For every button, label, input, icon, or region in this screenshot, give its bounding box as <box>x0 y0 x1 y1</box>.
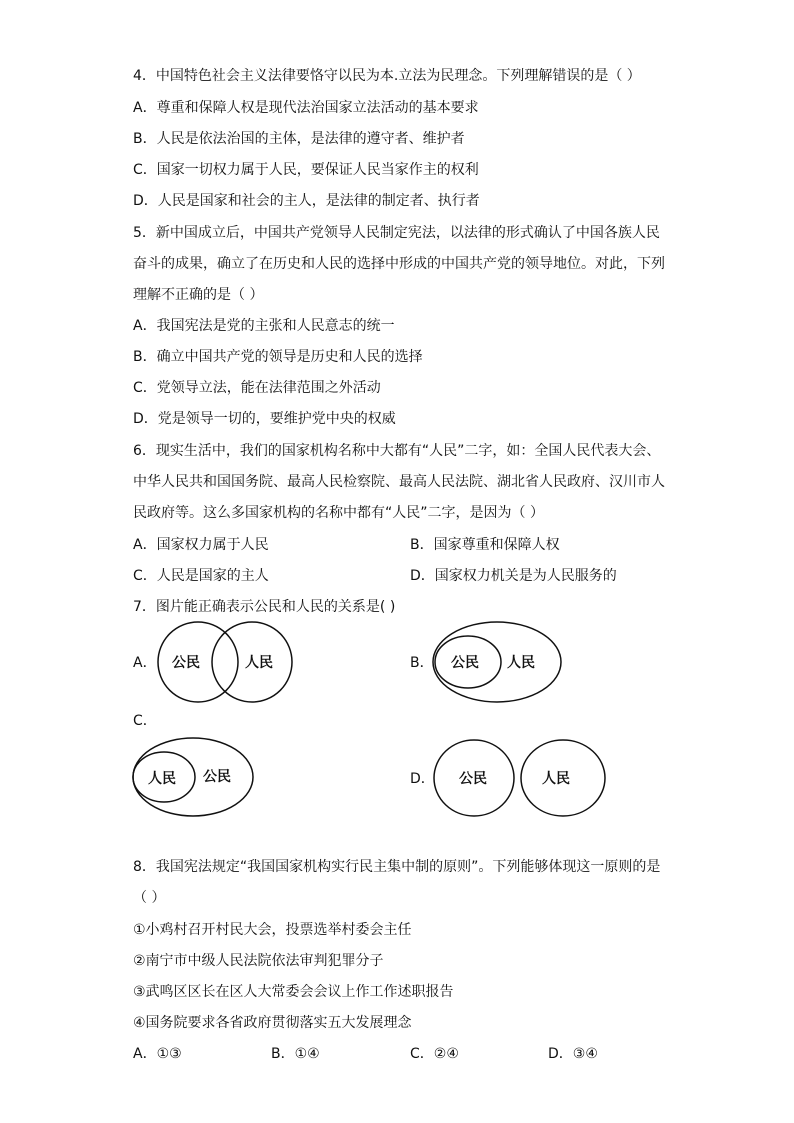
q7-option-b-label: B． <box>410 655 434 671</box>
q8-item-2: ②南宁市中级人民法院依法审判犯罪分子 <box>133 953 384 969</box>
q7-stem: 7．图片能正确表示公民和人民的关系是( ) <box>133 599 396 615</box>
q6-option-b: B．国家尊重和保障人权 <box>410 537 560 553</box>
q7-option-c-label: C． <box>133 713 157 729</box>
citizen-text: 公民 <box>172 655 200 671</box>
q8-option-a: A．①③ <box>133 1046 182 1062</box>
people-text: 人民 <box>245 655 273 671</box>
q7-option-a-label: A． <box>133 655 157 671</box>
q4-option-d: D．人民是国家和社会的主人，是法律的制定者、执行者 <box>133 193 480 209</box>
q7-diagram-c <box>131 736 257 818</box>
q5-stem-line1: 5．新中国成立后，中国共产党领导人民制定宪法，以法律的形式确认了中国各族人民 <box>133 225 660 241</box>
people-text: 人民 <box>542 771 570 787</box>
q8-stem-line1: 8．我国宪法规定“我国国家机构实行民主集中制的原则”。下列能够体现这一原则的是 <box>133 859 661 875</box>
q8-option-b: B．①④ <box>271 1046 320 1062</box>
q8-item-3: ③武鸣区区长在区人大常委会会议上作工作述职报告 <box>133 984 454 1000</box>
q4-option-c: C．国家一切权力属于人民，要保证人民当家作主的权利 <box>133 162 479 178</box>
q7-option-d-label: D． <box>410 771 435 787</box>
q4-option-b: B．人民是依法治国的主体，是法律的遵守者、维护者 <box>133 131 465 147</box>
q8-option-c: C．②④ <box>410 1046 459 1062</box>
q8-option-d: D．③④ <box>548 1046 598 1062</box>
q5-option-b: B．确立中国共产党的领导是历史和人民的选择 <box>133 349 423 365</box>
citizen-text: 公民 <box>203 769 231 785</box>
people-text: 人民 <box>148 771 176 787</box>
q7-diagram-b <box>430 620 565 704</box>
q6-option-c: C．人民是国家的主人 <box>133 568 269 584</box>
q8-stem-line2: （ ） <box>133 890 166 906</box>
q7-diagram-a <box>150 620 310 704</box>
q6-option-d: D．国家权力机关是为人民服务的 <box>410 568 617 584</box>
q7-diagram-d <box>432 738 608 818</box>
q6-option-a: A．国家权力属于人民 <box>133 537 269 553</box>
q8-item-1: ①小鸡村召开村民大会，投票选举村委会主任 <box>133 922 412 938</box>
q5-stem-line3: 理解不正确的是（ ） <box>133 287 264 303</box>
q4-option-a: A．尊重和保障人权是现代法治国家立法活动的基本要求 <box>133 100 479 116</box>
q6-stem-line2: 中华人民共和国国务院、最高人民检察院、最高人民法院、湖北省人民政府、汉川市人 <box>133 474 665 490</box>
q5-stem-line2: 奋斗的成果，确立了在历史和人民的选择中形成的中国共产党的领导地位。对此，下列 <box>133 256 665 272</box>
q6-stem-line3: 民政府等。这么多国家机构的名称中都有“人民”二字，是因为（ ） <box>133 505 544 521</box>
q5-option-d: D．党是领导一切的，要维护党中央的权威 <box>133 411 396 427</box>
q5-option-a: A．我国宪法是党的主张和人民意志的统一 <box>133 318 395 334</box>
q4-stem: 4．中国特色社会主义法律要恪守以民为本.立法为民理念。下列理解错误的是（ ） <box>133 68 641 84</box>
q8-item-4: ④国务院要求各省政府贯彻落实五大发展理念 <box>133 1015 412 1031</box>
q5-option-c: C．党领导立法，能在法律范围之外活动 <box>133 380 381 396</box>
citizen-text: 公民 <box>459 771 487 787</box>
q6-stem-line1: 6．现实生活中，我们的国家机构名称中大都有“人民”二字，如：全国人民代表大会、 <box>133 443 661 459</box>
people-text: 人民 <box>507 655 535 671</box>
citizen-text: 公民 <box>451 655 479 671</box>
